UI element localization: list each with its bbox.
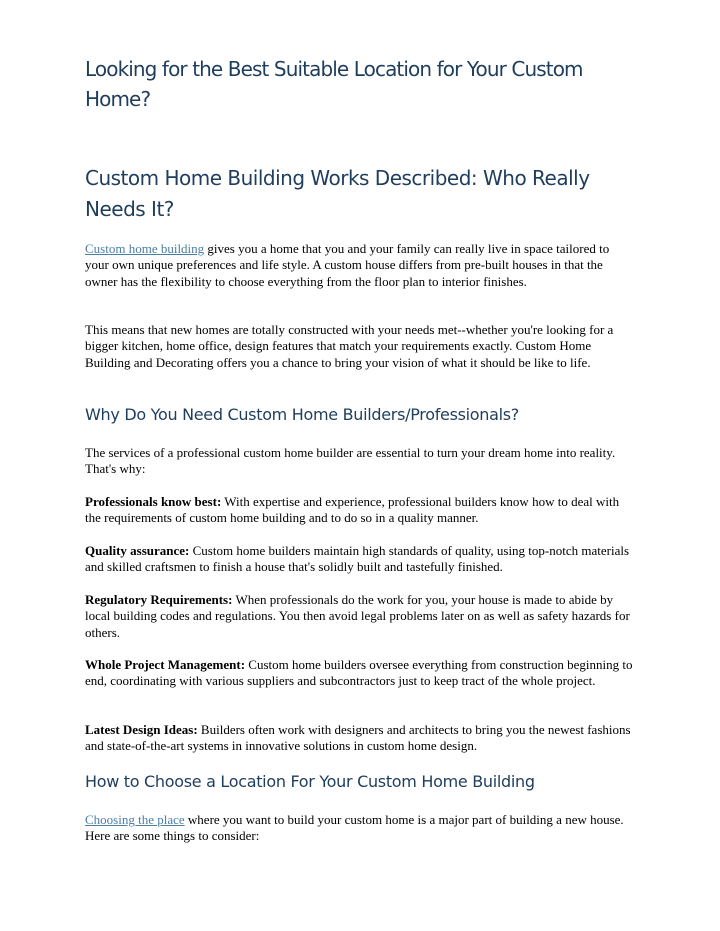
point-text: With expertise and experience, professional builders know how to deal with the requirements of custom home building and to do so in a quality manner.	[85, 494, 620, 526]
section-heading-custom-home-building: Custom Home Building Works Described: Who Really Needs It?	[85, 166, 590, 221]
choosing-the-place-link[interactable]: Choosing the place	[85, 812, 185, 827]
point-text: Builders often work with designers and architects to bring you the newest fashions and state-of-the-art systems in innovative solutions in custom home design.	[85, 722, 631, 754]
point-label: Latest Design Ideas:	[85, 722, 198, 737]
paragraph-text: gives you a home that you and your family can really live in space tailored to your own unique preferences and life style. A custom house differs from pre-built houses in that the owner has the flexibility to choose everything from the floor plan to interior finishes.	[85, 241, 610, 289]
point-label: Professionals know best:	[85, 494, 222, 509]
section-heading-choose-location: How to Choose a Location For Your Custom Home Building	[85, 772, 535, 791]
point-label: Quality assurance:	[85, 543, 190, 558]
paragraph-custom-home-building-intro	[85, 241, 635, 290]
paragraph-choosing-place	[85, 812, 635, 845]
paragraph-text: where you want to build your custom home is a major part of building a new house. Here are some things to consider:	[85, 812, 624, 844]
section-heading-why-builders: Why Do You Need Custom Home Builders/Professionals?	[85, 405, 519, 424]
point-whole-project-management	[85, 657, 635, 690]
point-text: Custom home builders oversee everything from construction beginning to end, coordinating with various suppliers and subcontractors just to keep tract of the whole project.	[85, 657, 633, 689]
point-quality-assurance	[85, 543, 635, 576]
document-title: Looking for the Best Suitable Location for Your Custom Home?	[85, 57, 583, 111]
point-text: When professionals do the work for you, your house is made to abide by local building codes and regulations. You then avoid legal problems later on as well as safety hazards for others.	[85, 592, 630, 640]
point-professionals-know-best	[85, 494, 635, 527]
paragraph-new-homes: This means that new homes are totally constructed with your needs met--whether you're looking for a bigger kitchen, home office, design features that match your requirements exactly. Custom Home Building and Decorating offers you a chance to bring your vision of what it should be like to life.	[85, 322, 614, 370]
paragraph-builders-intro: The services of a professional custom home builder are essential to turn your dream home into reality. That's why:	[85, 445, 616, 477]
point-regulatory-requirements	[85, 592, 635, 641]
custom-home-building-link[interactable]: Custom home building	[85, 241, 205, 256]
point-text: Custom home builders maintain high standards of quality, using top-notch materials and skilled craftsmen to finish a house that's solidly built and tastefully finished.	[85, 543, 630, 575]
point-latest-design-ideas	[85, 722, 635, 755]
point-label: Regulatory Requirements:	[85, 592, 233, 607]
point-label: Whole Project Management:	[85, 657, 246, 672]
